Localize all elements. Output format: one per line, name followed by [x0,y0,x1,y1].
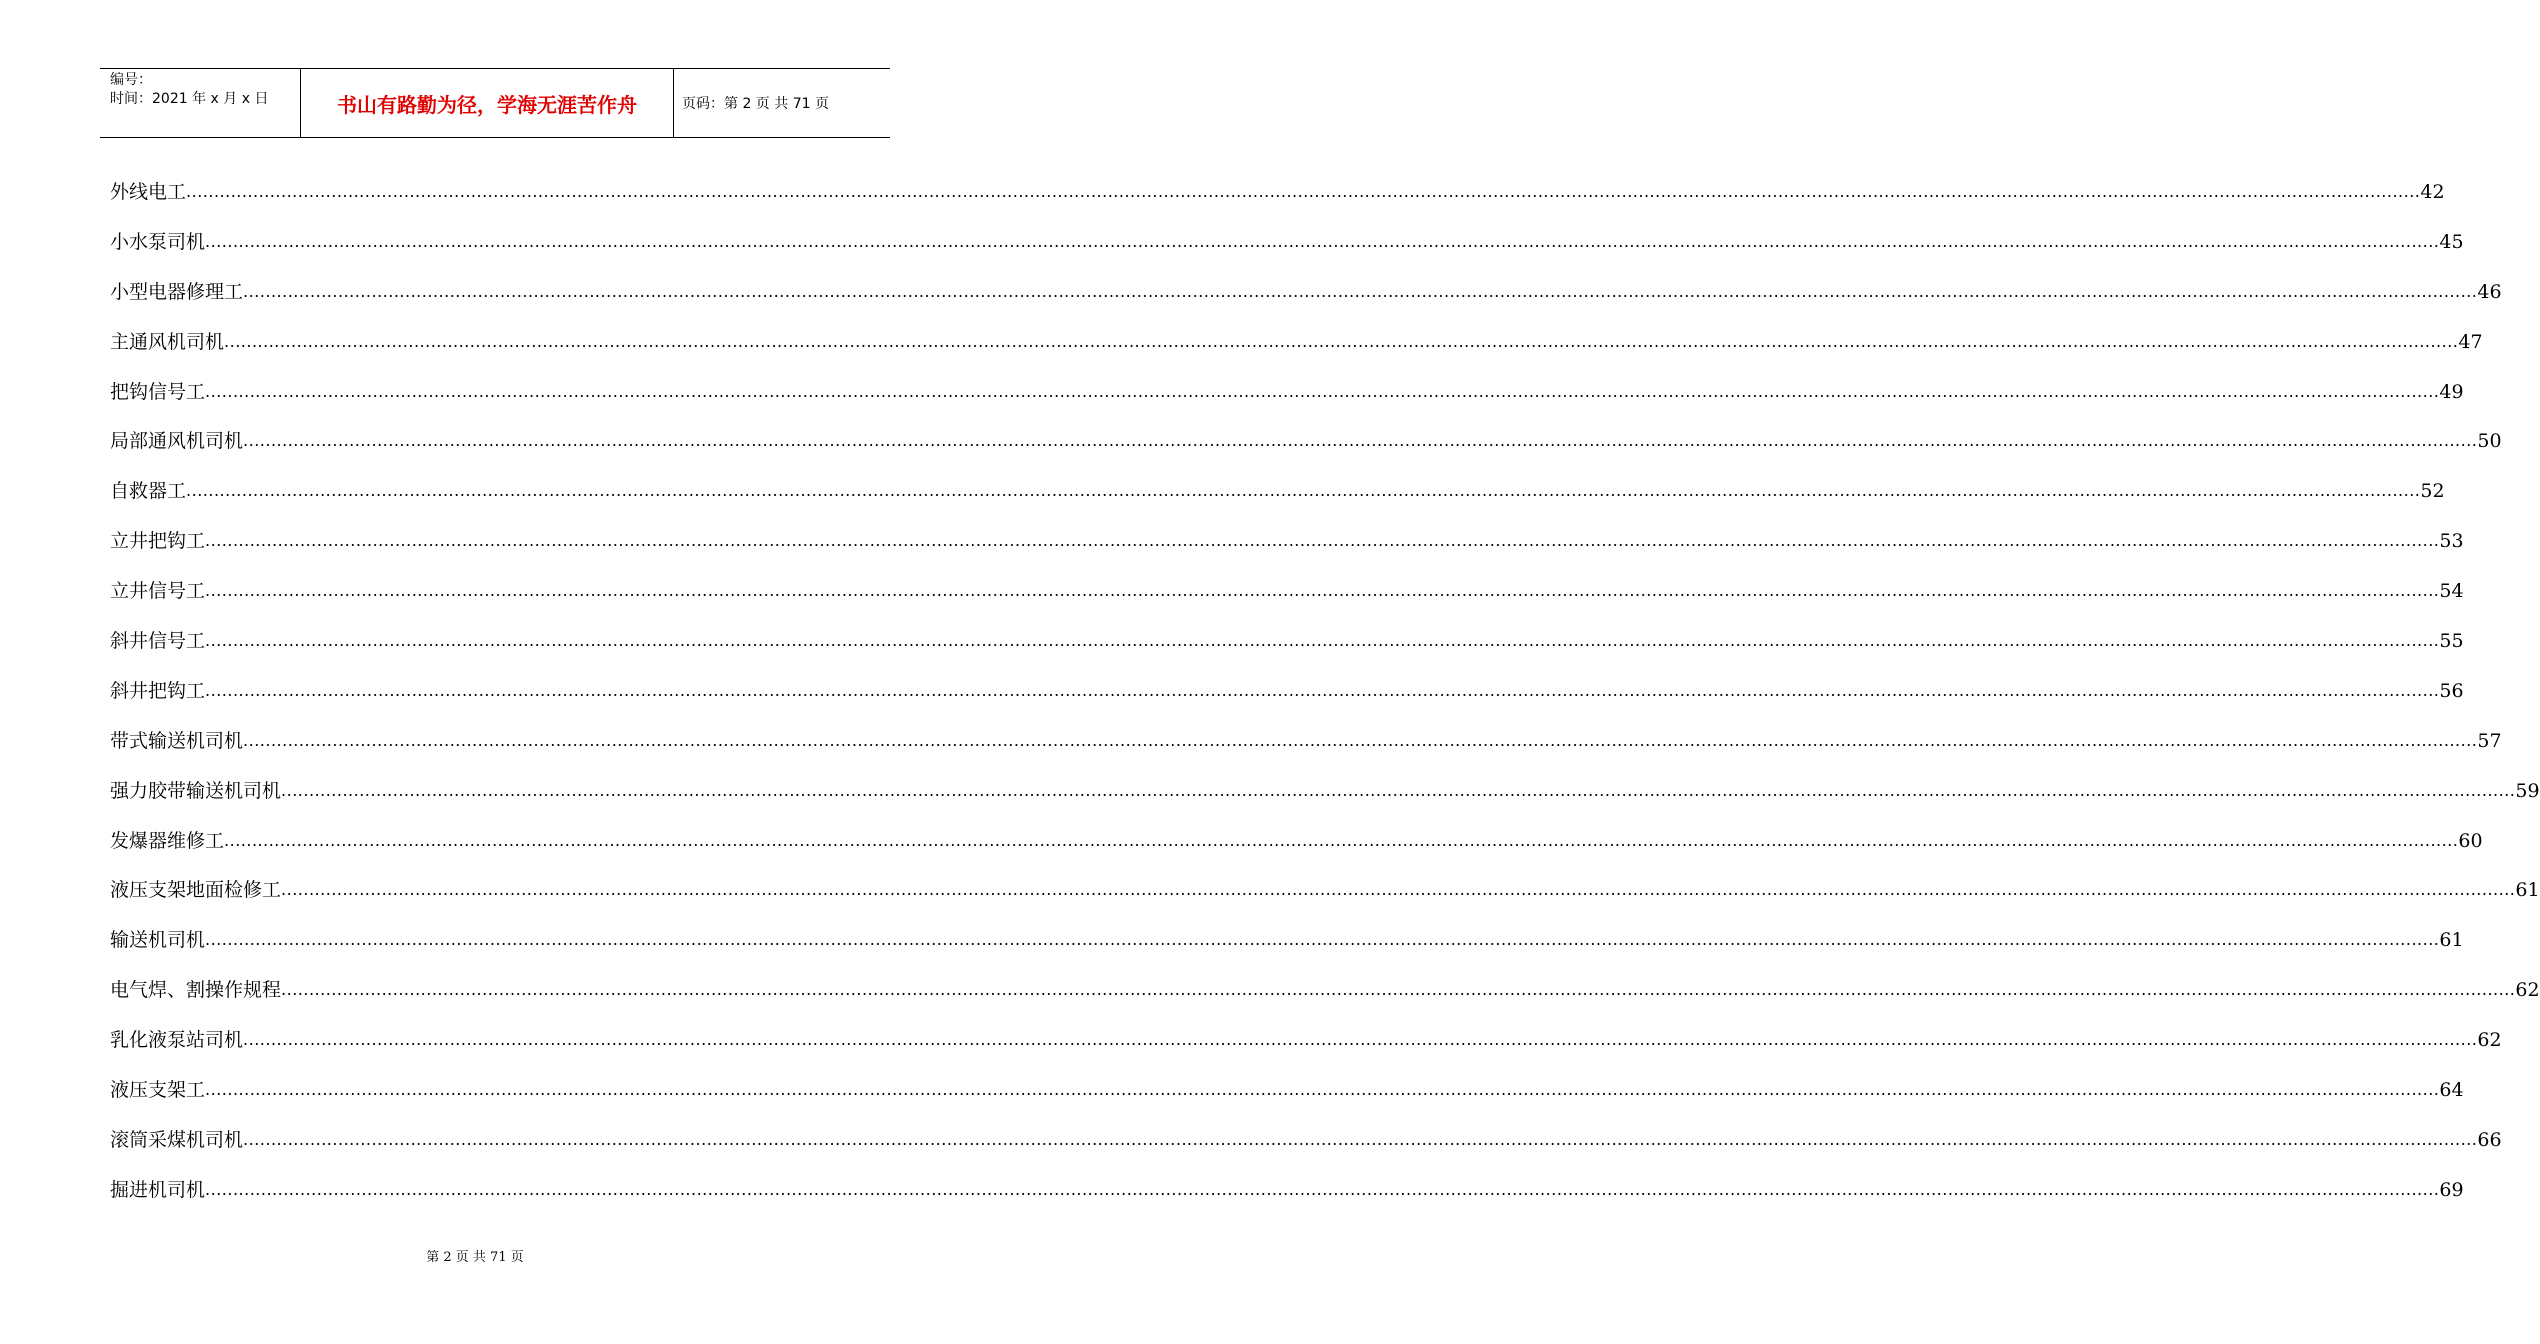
toc-entry-page: 62 [2477,1029,2502,1052]
toc-entry-title: 斜井把钩工 [110,679,206,702]
header-motto: 书山有路勤为径，学海无涯苦作舟 [301,69,674,137]
toc-entry-title: 强力胶带输送机司机 [110,779,282,802]
page-header [100,68,890,138]
toc-entry-title: 输送机司机 [110,929,206,952]
toc-leader-dots: ................................................................................................................................................................................................................................................................................................................................................................................................................ [205,1080,2440,1100]
toc-entry-page: 59 [2515,779,2540,802]
toc-entry[interactable] [110,477,2445,527]
toc-leader-dots: ................................................................................................................................................................................................................................................................................................................................................................................................................ [243,281,2478,301]
toc-entry-page: 46 [2477,280,2502,303]
toc-leader-dots: ................................................................................................................................................................................................................................................................................................................................................................................................................ [186,481,2421,501]
toc-entry-title: 液压支架工 [110,1079,206,1102]
toc-entry-page: 61 [2515,879,2540,902]
toc-leader-dots: ................................................................................................................................................................................................................................................................................................................................................................................................................ [224,331,2459,351]
toc-leader-dots: ................................................................................................................................................................................................................................................................................................................................................................................................................ [205,531,2440,551]
toc-leader-dots: ................................................................................................................................................................................................................................................................................................................................................................................................................ [243,730,2478,750]
toc-entry-title: 发爆器维修工 [110,829,225,852]
toc-leader-dots: ................................................................................................................................................................................................................................................................................................................................................................................................................ [281,880,2516,900]
header-page-info: 页码：第 2 页 共 71 页 [682,96,829,112]
header-meta [100,69,301,137]
toc-entry-page: 62 [2515,979,2540,1002]
toc-entry-page: 52 [2420,480,2445,503]
toc-entry-title: 把钩信号工 [110,380,206,403]
toc-entry[interactable] [110,278,2502,328]
toc-leader-dots: ................................................................................................................................................................................................................................................................................................................................................................................................................ [243,1129,2478,1149]
toc-entry-title: 斜井信号工 [110,630,206,653]
toc-leader-dots: ................................................................................................................................................................................................................................................................................................................................................................................................................ [281,780,2516,800]
toc-entry-title: 掘进机司机 [110,1178,206,1201]
toc-leader-dots: ................................................................................................................................................................................................................................................................................................................................................................................................................ [205,581,2440,601]
toc-leader-dots: ................................................................................................................................................................................................................................................................................................................................................................................................................ [224,830,2459,850]
toc-entry-title: 小水泵司机 [110,230,206,253]
toc-entry-page: 47 [2458,330,2483,353]
toc-entry-title: 带式输送机司机 [110,729,244,752]
toc-leader-dots: ................................................................................................................................................................................................................................................................................................................................................................................................................ [205,680,2440,700]
toc-entry-page: 45 [2439,230,2464,253]
toc-entry[interactable] [110,1076,2464,1126]
toc-leader-dots: ................................................................................................................................................................................................................................................................................................................................................................................................................ [205,930,2440,950]
toc-leader-dots: ................................................................................................................................................................................................................................................................................................................................................................................................................ [186,182,2421,201]
toc-entry-title: 乳化液泵站司机 [110,1029,244,1052]
toc-entry[interactable] [110,627,2464,677]
toc-entry[interactable] [110,378,2464,428]
toc-entry-page: 66 [2477,1128,2502,1151]
toc-entry-title: 立井把钩工 [110,530,206,553]
toc-entry[interactable] [110,228,2464,278]
toc-entry-page: 60 [2458,829,2483,852]
toc-entry[interactable] [110,727,2502,777]
toc-entry-title: 局部通风机司机 [110,430,244,453]
toc-entry[interactable] [110,876,2540,926]
toc-entry-title: 滚筒采煤机司机 [110,1128,244,1151]
toc-entry[interactable] [110,427,2502,477]
toc-entry-title: 小型电器修理工 [110,280,244,303]
toc-entry-page: 53 [2439,530,2464,553]
toc-entry-page: 49 [2439,380,2464,403]
toc-leader-dots: ................................................................................................................................................................................................................................................................................................................................................................................................................ [205,1179,2440,1199]
document-time: 时间：2021 年 x 月 x 日 [110,91,269,107]
toc-entry[interactable] [110,1176,2464,1226]
toc-entry[interactable] [110,677,2464,727]
toc-leader-dots: ................................................................................................................................................................................................................................................................................................................................................................................................................ [243,1030,2478,1050]
toc-entry[interactable] [110,827,2483,877]
toc-entry[interactable] [110,777,2540,827]
document-number-label: 编号： [110,72,152,88]
toc-entry[interactable] [110,577,2464,627]
toc-entry-page: 54 [2439,580,2464,603]
toc-entry-title: 电气焊、割操作规程 [110,979,282,1002]
toc-entry-page: 64 [2439,1079,2464,1102]
toc-entry-page: 50 [2477,430,2502,453]
table-of-contents [110,178,2540,1226]
toc-entry-page: 57 [2477,729,2502,752]
toc-entry[interactable] [110,178,2445,228]
toc-entry[interactable] [110,1126,2502,1176]
toc-leader-dots: ................................................................................................................................................................................................................................................................................................................................................................................................................ [243,431,2478,451]
toc-leader-dots: ................................................................................................................................................................................................................................................................................................................................................................................................................ [205,631,2440,651]
toc-leader-dots: ................................................................................................................................................................................................................................................................................................................................................................................................................ [281,980,2516,1000]
toc-entry-page: 61 [2439,929,2464,952]
toc-entry-page: 55 [2439,630,2464,653]
toc-leader-dots: ................................................................................................................................................................................................................................................................................................................................................................................................................ [205,381,2440,401]
toc-entry[interactable] [110,976,2540,1026]
toc-entry-page: 69 [2439,1178,2464,1201]
toc-entry-title: 自救器工 [110,480,187,503]
toc-entry-page: 42 [2420,181,2445,203]
toc-entry-title: 主通风机司机 [110,330,225,353]
toc-entry[interactable] [110,527,2464,577]
toc-entry[interactable] [110,926,2464,976]
toc-entry[interactable] [110,328,2483,378]
toc-entry-title: 外线电工 [110,181,187,203]
toc-entry-title: 液压支架地面检修工 [110,879,282,902]
toc-entry[interactable] [110,1026,2502,1076]
toc-leader-dots: ................................................................................................................................................................................................................................................................................................................................................................................................................ [205,231,2440,251]
page-footer: 第 2 页 共 71 页 [426,1250,524,1265]
toc-entry-page: 56 [2439,679,2464,702]
toc-entry-title: 立井信号工 [110,580,206,603]
